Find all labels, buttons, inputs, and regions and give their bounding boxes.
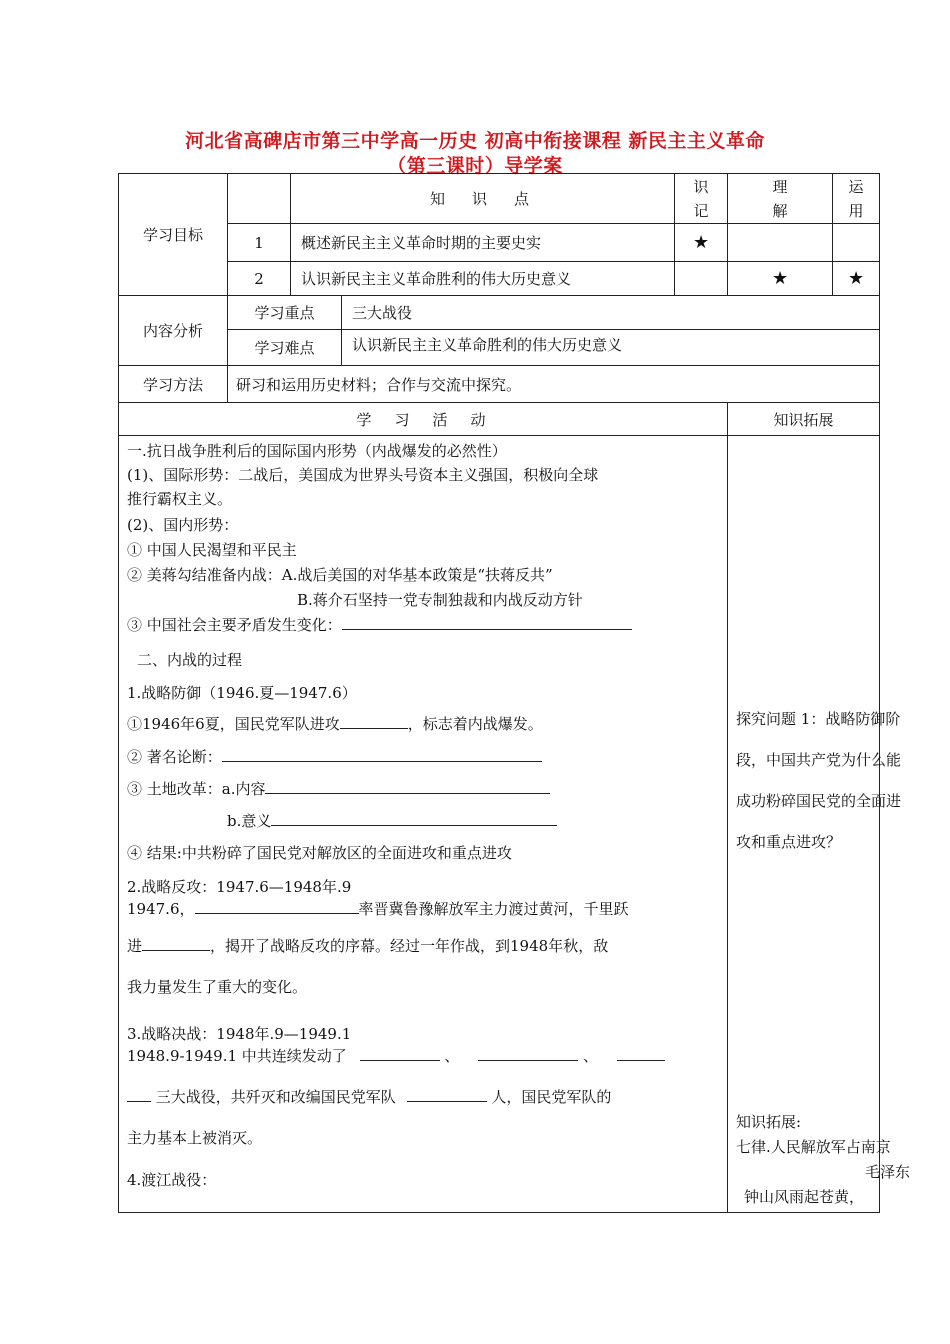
goal-row-1-num: 1: [228, 224, 291, 262]
level-understand-header: 理 解: [728, 174, 833, 224]
extend-body: [728, 436, 911, 1213]
p2: 2.战略反攻：1947.6—1948年.9: [127, 878, 352, 896]
blank-battle-1[interactable]: [360, 1046, 440, 1061]
poem-title: 七律.人民解放军占南京: [736, 1138, 891, 1156]
p3c: 主力基本上被消灭。: [127, 1129, 263, 1147]
p1c2: b.意义: [227, 810, 557, 831]
method-label: 学习方法: [119, 366, 228, 403]
study-plan-table: [118, 173, 911, 1213]
blank-generals[interactable]: [195, 899, 359, 914]
activity-header: 学 习 活 动: [119, 403, 728, 436]
poem-author: 毛泽东: [865, 1163, 911, 1181]
blank-battle-3b[interactable]: [127, 1087, 151, 1102]
document-title-line2: （第三课时）导学案: [387, 155, 563, 177]
blank-contradiction[interactable]: [342, 615, 632, 630]
s1-d2b: B.蒋介石坚持一党专制独裁和内战反动方针: [297, 591, 583, 609]
s1-d3: ③ 中国社会主要矛盾发生变化：: [127, 614, 632, 635]
s1-d2: ② 美蒋勾结准备内战：A.战后美国的对华基本政策是“扶蒋反共”: [127, 566, 553, 584]
difficulty-label: 学习难点: [228, 330, 342, 366]
focus-text: 三大战役: [342, 296, 880, 330]
document-title-line1: 河北省高碑店市第三中学高一历史 初高中衔接课程 新民主主义革命: [185, 130, 765, 152]
q1-line4: 攻和重点进攻？: [736, 833, 842, 851]
blank-land-reform-meaning[interactable]: [271, 811, 557, 826]
blank-troop-count[interactable]: [407, 1087, 487, 1102]
goal-row-2-text: 认识新民主主义革命胜利的伟大历史意义: [291, 262, 675, 296]
poem-line1: 钟山风雨起苍黄，: [744, 1188, 865, 1206]
s1-title: 一.抗日战争胜利后的国际国内形势（内战爆发的必然性）: [127, 442, 507, 460]
blank-battle-2[interactable]: [478, 1046, 578, 1061]
q1-line1: 探究问题 1：战略防御阶: [736, 710, 901, 728]
p1a: ①1946年6夏，国民党军队进攻 ，标志着内战爆发。: [127, 715, 543, 733]
blank-battle-3a[interactable]: [617, 1046, 665, 1061]
level-apply-header: 运 用: [833, 174, 880, 224]
p1c: ③ 土地改革：a.内容: [127, 778, 550, 799]
goal-row-1-recall-star: ★: [675, 224, 728, 262]
s1-intl2: 推行霸权主义。: [127, 490, 233, 508]
blank-famous-thesis[interactable]: [222, 747, 542, 762]
s2-title: 二、内战的过程: [137, 651, 243, 669]
p1b: ② 著名论断：: [127, 746, 542, 767]
goals-num-header: [228, 174, 291, 224]
p3: 3.战略决战：1948年.9—1949.1: [127, 1025, 352, 1043]
blank-land-reform-content[interactable]: [265, 779, 550, 794]
analysis-label: 内容分析: [119, 296, 228, 366]
knowledge-extend-label: 知识拓展:: [736, 1113, 802, 1131]
knowledge-point-header: 知 识 点: [291, 174, 675, 224]
focus-label: 学习重点: [228, 296, 342, 330]
p1: 1.战略防御（1946.夏—1947.6）: [127, 684, 357, 702]
s1-intl: (1)、国际形势：二战后，美国成为世界头号资本主义强国，积极向全球: [127, 466, 599, 484]
p3a: 1948.9-1949.1 中共连续发动了 、 、: [127, 1045, 665, 1066]
method-text: 研习和运用历史材料；合作与交流中探究。: [228, 366, 880, 403]
difficulty-text: 认识新民主主义革命胜利的伟大历史意义: [342, 330, 880, 366]
q1-line3: 成功粉碎国民党的全面进: [736, 792, 902, 810]
goal-row-2-apply-star: ★: [833, 262, 880, 296]
activity-body: [119, 436, 728, 1213]
p2a: 1947.6， 率晋冀鲁豫解放军主力渡过黄河，千里跃: [127, 900, 629, 918]
p3b: 三大战役，共歼灭和改编国民党军队 人，国民党军队的: [127, 1086, 611, 1107]
goal-row-1-understand: [728, 224, 833, 262]
s1-dom: (2)、国内形势：: [127, 516, 239, 534]
s1-d1: ① 中国人民渴望和平民主: [127, 541, 297, 559]
goals-label: 学习目标: [119, 174, 228, 296]
blank-destination[interactable]: [142, 936, 210, 951]
p1d: ④ 结果:中共粉碎了国民党对解放区的全面进攻和重点进攻: [127, 844, 512, 862]
p2c: 我力量发生了重大的变化。: [127, 978, 308, 996]
extend-header: 知识拓展: [728, 403, 880, 436]
goal-row-2-understand-star: ★: [728, 262, 833, 296]
goal-row-2-num: 2: [228, 262, 291, 296]
p2b: 进 ，揭开了战略反攻的序幕。经过一年作战，到1948年秋，敌: [127, 937, 609, 955]
goal-row-2-recall: [675, 262, 728, 296]
goal-row-1-text: 概述新民主主义革命时期的主要史实: [291, 224, 675, 262]
p4: 4.渡江战役：: [127, 1171, 217, 1189]
blank-attack-target[interactable]: [340, 714, 408, 729]
level-recall-header: 识 记: [675, 174, 728, 224]
goal-row-1-apply: [833, 224, 880, 262]
q1-line2: 段，中国共产党为什么能: [736, 751, 902, 769]
